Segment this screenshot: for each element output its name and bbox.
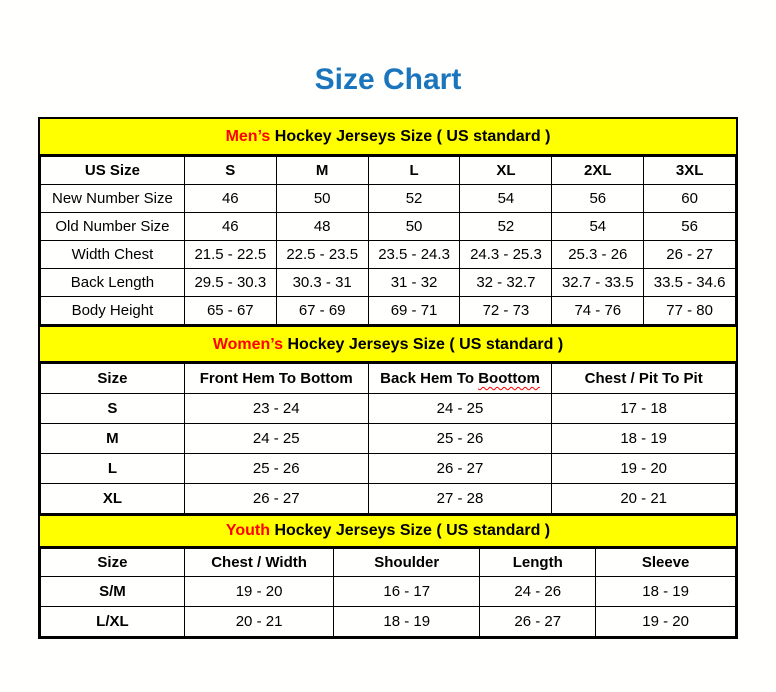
value-cell: 65 - 67 bbox=[184, 296, 276, 324]
mens-section-banner bbox=[40, 119, 736, 156]
youth-col-header: Sleeve bbox=[596, 548, 736, 576]
value-cell: 56 bbox=[644, 212, 736, 240]
table-row bbox=[41, 454, 736, 484]
youth-col-header: Length bbox=[480, 548, 596, 576]
mens-banner-highlight: Men’s bbox=[225, 128, 271, 145]
youth-col-header: Chest / Width bbox=[184, 548, 333, 576]
row-label-cell: Old Number Size bbox=[41, 212, 185, 240]
table-row bbox=[41, 184, 736, 212]
mens-col-header: US Size bbox=[41, 156, 185, 184]
value-cell: 46 bbox=[184, 212, 276, 240]
value-cell: 26 - 27 bbox=[644, 240, 736, 268]
value-cell: 17 - 18 bbox=[552, 394, 736, 424]
row-label-cell: L bbox=[41, 454, 185, 484]
table-row bbox=[41, 484, 736, 514]
value-cell: 24 - 25 bbox=[184, 424, 368, 454]
mens-col-header: M bbox=[276, 156, 368, 184]
value-cell: 27 - 28 bbox=[368, 484, 552, 514]
table-row bbox=[41, 606, 736, 636]
value-cell: 20 - 21 bbox=[552, 484, 736, 514]
value-cell: 56 bbox=[552, 184, 644, 212]
size-chart-table-group bbox=[38, 117, 738, 639]
mens-col-header: L bbox=[368, 156, 460, 184]
youth-banner-text: Hockey Jerseys Size ( US standard ) bbox=[270, 522, 551, 540]
value-cell: 52 bbox=[368, 184, 460, 212]
womens-col-header: Size bbox=[41, 364, 185, 394]
value-cell: 50 bbox=[368, 212, 460, 240]
value-cell: 23 - 24 bbox=[184, 394, 368, 424]
value-cell: 29.5 - 30.3 bbox=[184, 268, 276, 296]
value-cell: 24.3 - 25.3 bbox=[460, 240, 552, 268]
value-cell: 30.3 - 31 bbox=[276, 268, 368, 296]
womens-col-header: Chest / Pit To Pit bbox=[552, 364, 736, 394]
value-cell: 19 - 20 bbox=[596, 606, 736, 636]
value-cell: 52 bbox=[460, 212, 552, 240]
row-label-cell: Width Chest bbox=[41, 240, 185, 268]
value-cell: 24 - 25 bbox=[368, 394, 552, 424]
mens-col-header: S bbox=[184, 156, 276, 184]
spellcheck-underlined-word: Boottom bbox=[478, 370, 540, 388]
mens-banner-text: Hockey Jerseys Size ( US standard ) bbox=[270, 128, 551, 145]
value-cell: 32 - 32.7 bbox=[460, 268, 552, 296]
womens-banner-text: Hockey Jerseys Size ( US standard ) bbox=[283, 335, 564, 353]
row-label-cell: S/M bbox=[41, 576, 185, 606]
value-cell: 16 - 17 bbox=[334, 576, 480, 606]
page-title: Size Chart bbox=[314, 63, 462, 96]
value-cell: 23.5 - 24.3 bbox=[368, 240, 460, 268]
value-cell: 18 - 19 bbox=[552, 424, 736, 454]
youth-size-table bbox=[40, 548, 736, 637]
youth-col-header: Shoulder bbox=[334, 548, 480, 576]
womens-col-header: Front Hem To Bottom bbox=[184, 364, 368, 394]
table-row bbox=[41, 424, 736, 454]
value-cell: 25.3 - 26 bbox=[552, 240, 644, 268]
womens-col-header-text: Back Hem To bbox=[380, 370, 479, 388]
value-cell: 25 - 26 bbox=[184, 454, 368, 484]
value-cell: 21.5 - 22.5 bbox=[184, 240, 276, 268]
mens-size-table bbox=[40, 156, 736, 325]
row-label-cell: XL bbox=[41, 484, 185, 514]
value-cell: 19 - 20 bbox=[552, 454, 736, 484]
womens-section-banner bbox=[40, 325, 736, 364]
value-cell: 60 bbox=[644, 184, 736, 212]
table-row bbox=[41, 394, 736, 424]
value-cell: 31 - 32 bbox=[368, 268, 460, 296]
value-cell: 54 bbox=[552, 212, 644, 240]
womens-banner-highlight: Women’s bbox=[212, 335, 284, 353]
value-cell: 67 - 69 bbox=[276, 296, 368, 324]
youth-banner-highlight: Youth bbox=[225, 522, 270, 540]
mens-col-header: XL bbox=[460, 156, 552, 184]
row-label-cell: New Number Size bbox=[41, 184, 185, 212]
value-cell: 72 - 73 bbox=[460, 296, 552, 324]
value-cell: 26 - 27 bbox=[480, 606, 596, 636]
value-cell: 32.7 - 33.5 bbox=[552, 268, 644, 296]
row-label-cell: L/XL bbox=[41, 606, 185, 636]
value-cell: 18 - 19 bbox=[334, 606, 480, 636]
value-cell: 24 - 26 bbox=[480, 576, 596, 606]
youth-section-banner bbox=[40, 514, 736, 548]
value-cell: 19 - 20 bbox=[184, 576, 333, 606]
mens-header-row bbox=[41, 156, 736, 184]
value-cell: 25 - 26 bbox=[368, 424, 552, 454]
mens-col-header: 3XL bbox=[644, 156, 736, 184]
value-cell: 20 - 21 bbox=[184, 606, 333, 636]
value-cell: 48 bbox=[276, 212, 368, 240]
value-cell: 54 bbox=[460, 184, 552, 212]
womens-col-header bbox=[368, 364, 552, 394]
row-label-cell: Body Height bbox=[41, 296, 185, 324]
value-cell: 69 - 71 bbox=[368, 296, 460, 324]
value-cell: 26 - 27 bbox=[184, 484, 368, 514]
womens-size-table bbox=[40, 363, 736, 514]
value-cell: 46 bbox=[184, 184, 276, 212]
womens-header-row bbox=[41, 364, 736, 394]
youth-header-row bbox=[41, 548, 736, 576]
value-cell: 74 - 76 bbox=[552, 296, 644, 324]
value-cell: 18 - 19 bbox=[596, 576, 736, 606]
row-label-cell: Back Length bbox=[41, 268, 185, 296]
table-row bbox=[41, 576, 736, 606]
mens-col-header: 2XL bbox=[552, 156, 644, 184]
value-cell: 22.5 - 23.5 bbox=[276, 240, 368, 268]
value-cell: 50 bbox=[276, 184, 368, 212]
table-row bbox=[41, 240, 736, 268]
table-row bbox=[41, 296, 736, 324]
value-cell: 26 - 27 bbox=[368, 454, 552, 484]
value-cell: 77 - 80 bbox=[644, 296, 736, 324]
value-cell: 33.5 - 34.6 bbox=[644, 268, 736, 296]
youth-col-header: Size bbox=[41, 548, 185, 576]
table-row bbox=[41, 268, 736, 296]
table-row bbox=[41, 212, 736, 240]
row-label-cell: S bbox=[41, 394, 185, 424]
row-label-cell: M bbox=[41, 424, 185, 454]
